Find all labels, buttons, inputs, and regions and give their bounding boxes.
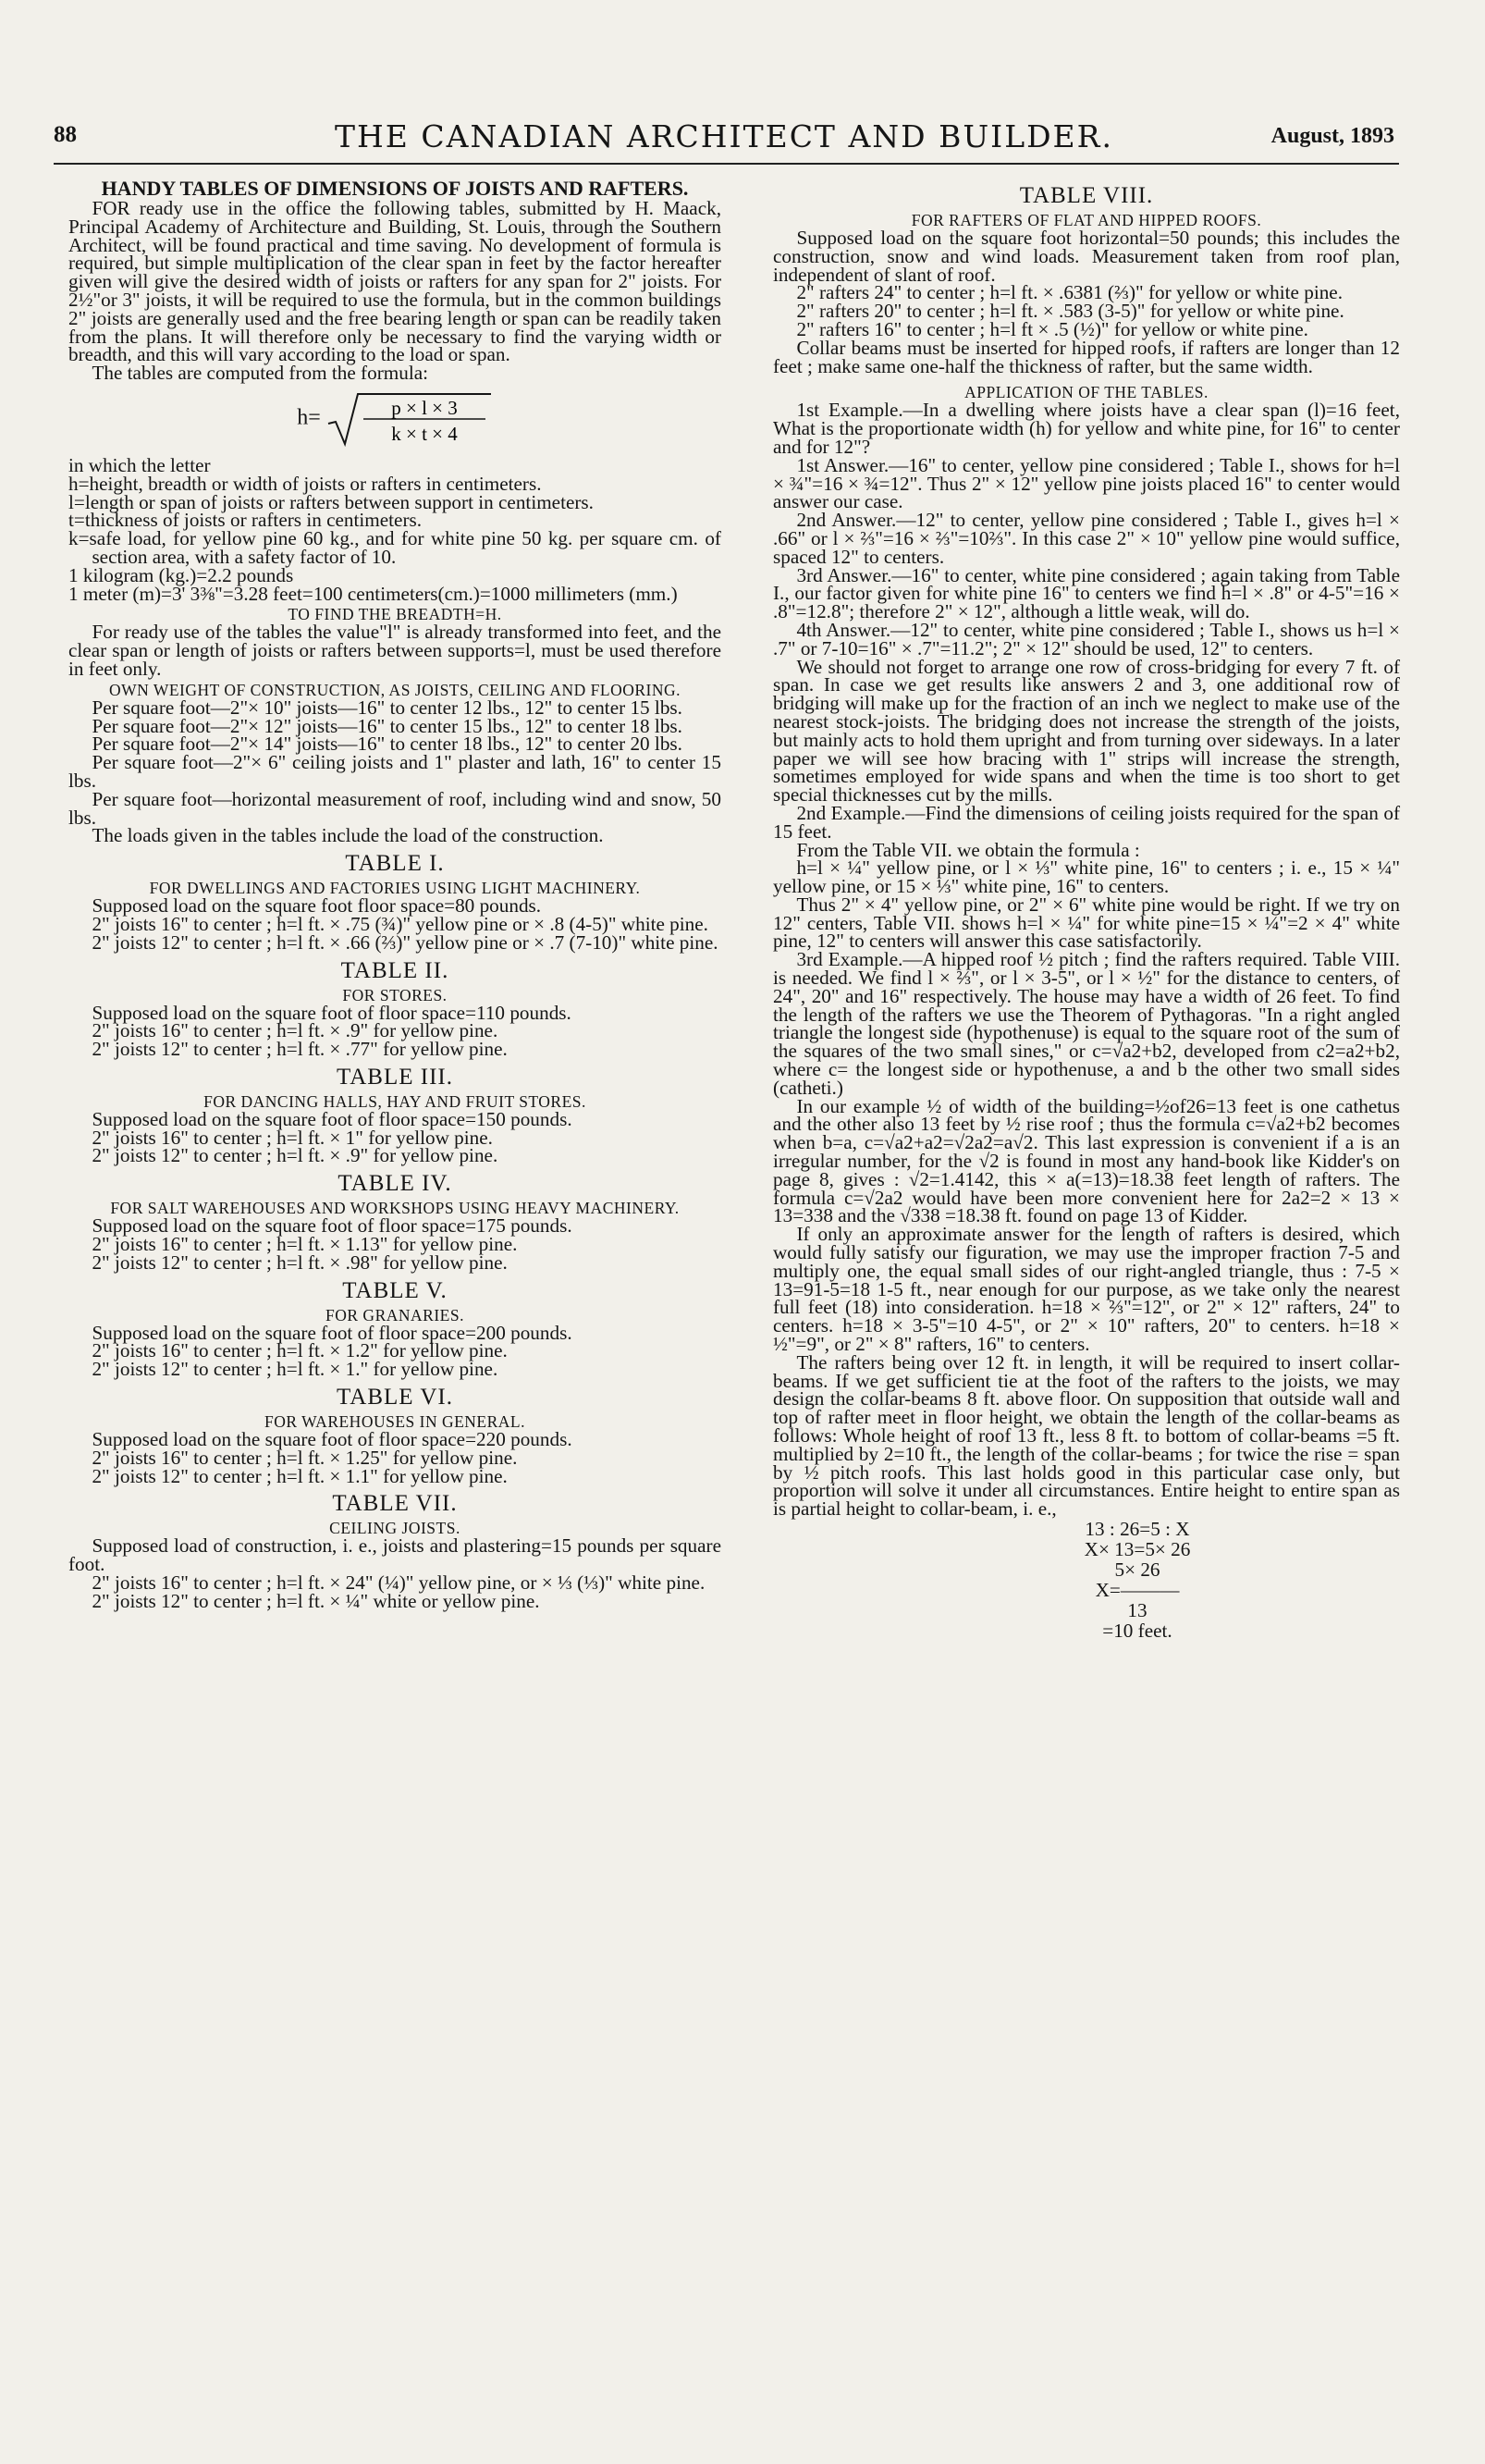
section-heading: OWN WEIGHT OF CONSTRUCTION, AS JOISTS, CEILING AND FLOORING. [108,680,681,699]
table-title: TABLE VIII. [1019,183,1154,208]
table-line: Supposed load on the square foot of floor space=110 pounds. [92,1001,571,1024]
definition: h=height, breadth or width of joists or rafters in centimeters. [68,472,542,495]
paragraph: The rafters being over 12 ft. in length, it will be required to insert collar-beams. If we get sufficient tie at the foot of the rafters to the joists, we may design the collar-beams 8 ft. above floor. On supposition that outside wall and top of rafter meet in floor height, we obtain the length of the collar-beams as follows: Whole height of roof 13 ft., less 8 ft. to bottom of collar-beams =5 ft. multiplied by 2=10 ft., the length of the collar-beams ; for twice the rise = span by ½ pitch roofs. This last holds good in this particular case only, but proportion will solve it under all circumstances. Entire height to entire span as is partial height to collar-beam, i. e., [773,1350,1400,1521]
paragraph: 1st Answer.—16" to center, yellow pine considered ; Table I., shows for h=l × ¾"=16 × ¾=12". Thus 2" × 12" yellow pine joists placed 16" to center would answer our case. [773,453,1400,513]
table-line: Supposed load on the square foot horizontal=50 pounds; this includes the construction, snow and wind loads. Measurement taken from roof plan, independent of slant of roof. [773,227,1400,286]
section-heading: APPLICATION OF THE TABLES. [964,383,1209,402]
paragraph: h=l × ¼" yellow pine, or l × ⅓" white pine, 16" to centers ; i. e., 15 × ¼" yellow pine, or 15 × ⅓" white pine, 16" to centers. [773,856,1400,898]
calc-line: X=——— [1095,1578,1180,1601]
issue-date: August, 1893 [1270,124,1394,148]
table-title: TABLE III. [336,1064,453,1090]
breadth-paragraph: For ready use of the tables the value"l" is already transformed into feet, and the clear span or length of joists or rafters between supports=l, must be used therefore in feet only. [68,621,721,680]
calc-line: 13 : 26=5 : X [1085,1517,1190,1540]
in-which-line: in which the letter [68,453,211,476]
table-subtitle: FOR STORES. [342,985,448,1004]
formula [68,390,721,448]
table-line: Supposed load on the square foot of floor space=150 pounds. [92,1107,572,1130]
weight-line: Per square foot—2"× 12" joists—16" to center 15 lbs., 12" to center 18 lbs. [92,714,682,737]
table-line: Collar beams must be inserted for hipped roofs, if rafters are longer than 12 feet ; make same one-half the thickness of rafter, but the same width. [773,336,1400,377]
table-line: Supposed load on the square foot floor space=80 pounds. [92,894,542,918]
table-line: 2" joists 16" to center ; h=l ft. × 1" for yellow pine. [92,1126,493,1149]
table-subtitle: FOR DANCING HALLS, HAY AND FRUIT STORES. [203,1091,586,1111]
section-heading: TO FIND THE BREADTH=H. [288,605,502,624]
table-title: TABLE V. [342,1277,448,1303]
table-line: 2" joists 12" to center ; h=l ft. × .77" for yellow pine. [92,1038,508,1061]
table-line: 2" joists 12" to center ; h=l ft. × 1." for yellow pine. [92,1358,498,1381]
formula-numerator: p × l × 3 [391,396,458,419]
paragraph: We should not forget to arrange one row of cross-bridging for every 7 ft. of span. In case we get results like answers 2 and 3, one additional row of bridging will make up for the fraction of an inch we neglect to make use of the nearest stock-joists. The bridging does not increase the strength of the joists, but mainly acts to hold them upright and from turning over sideways. In a later paper we will see how bracing with 1" strips will increase the strength, sometimes employed for wide spans and when the time is too short to get special thicknesses cut by the mills. [773,655,1400,807]
paragraph: From the Table VII. we obtain the formula : [796,838,1140,861]
page-header [54,118,1394,155]
table-line: Supposed load on the square foot of floor space=175 pounds. [92,1214,572,1238]
formula-denominator: k × t × 4 [391,422,458,445]
weight-line: Per square foot—2"× 10" joists—16" to center 12 lbs., 12" to center 15 lbs. [92,696,682,719]
definition: t=thickness of joists or rafters in centimeters. [68,509,423,532]
table-line: 2" joists 16" to center ; h=l ft. × 1.2" for yellow pine. [92,1339,508,1362]
header-rule [54,163,1399,165]
radical-icon [326,390,493,448]
table-line: 2" joists 16" to center ; h=l ft. × .75 (¾)" yellow pine or × .8 (4-5)" white pine. [92,912,708,935]
paragraph: 3rd Answer.—16" to center, white pine considered ; again taking from Table I., our factor given for white pine 16" to centers we find h=l × .8" or 4-5"=16 × .8"=12.8"; therefore 2" × 12", although a little weak, will do. [773,563,1400,623]
table-line: 2" joists 16" to center ; h=l ft. × .9" for yellow pine. [92,1019,498,1042]
table-line: 2" joists 16" to center ; h=l ft. × 1.13" for yellow pine. [92,1233,518,1256]
table-line: 2" joists 12" to center ; h=l ft. × .9" for yellow pine. [92,1144,498,1167]
paragraph: 4th Answer.—12" to center, white pine considered ; Table I., shows us h=l × .7" or 7-10=16" × .7"=11.2"; 2" × 12" should be used, 12" to centers. [773,618,1400,659]
table-line: Supposed load on the square foot of floor space=220 pounds. [92,1428,572,1451]
calc-line: =10 feet. [1102,1619,1172,1642]
paragraph: 2nd Example.—Find the dimensions of ceiling joists required for the span of 15 feet. [773,801,1400,843]
table-title: TABLE II. [340,957,449,983]
table-line: 2" joists 16" to center ; h=l ft. × 1.25" for yellow pine. [92,1446,518,1469]
weight-line: The loads given in the tables include the load of the construction. [92,824,604,847]
article-title: HANDY TABLES OF DIMENSIONS OF JOISTS AND RAFTERS. [101,177,689,200]
table-title: TABLE VII. [332,1491,458,1517]
weight-line: Per square foot—2"× 6" ceiling joists and 1" plaster and lath, 16" to center 15 lbs. [68,751,721,792]
paragraph: 2nd Answer.—12" to center, yellow pine considered ; Table I., gives h=l × .66" or l × ⅔"=16 × ⅔"=10⅔". In this case 2" × 10" yellow pine would suffice, spaced 12" to centers. [773,509,1400,568]
paragraph: In our example ½ of width of the building=½of26=13 feet is one cathetus and the other also 13 feet by ½ rise roof ; thus the formula c=√a2+b2 becomes when b=a, c=√a2+a2=√2a2=a√2. This last expression is convenient if a is an irregular number, for the √2 is found in most any hand-book like Kidder's on page 8, gives : √2=1.4142, this × a(=13)=18.38 feet length of rafters. The formula c=√2a2 would have been more convenient here for 2a2=2 × 13 × 13=338 and the √338 =18.38 ft. found on page 13 of Kidder. [773,1094,1400,1227]
table-line: 2" rafters 24" to center ; h=l ft. × .6381 (⅔)" for yellow or white pine. [796,281,1343,304]
masthead: THE CANADIAN ARCHITECT AND BUILDER. [335,118,1113,154]
page-number: 88 [54,122,77,147]
table-title: TABLE I. [345,851,445,877]
definition: 1 meter (m)=3' 3⅜"=3.28 feet=100 centimeters(cm.)=1000 millimeters (mm.) [68,582,678,605]
calc-line: 5× 26 [1114,1558,1160,1581]
table-subtitle: FOR WAREHOUSES IN GENERAL. [264,1412,525,1432]
paragraph: Thus 2" × 4" yellow pine, or 2" × 6" white pine would be right. If we try on 12" centers, Table VII. shows h=l × ¼" for white pine=15 × ¼"=2 × 4" white pine, 12" to centers will answer this case satisfactorily. [773,893,1400,953]
computed-line: The tables are computed from the formula: [92,362,429,385]
table-line: 2" joists 16" to center ; h=l ft. × 24" (¼)" yellow pine, or × ⅓ (⅓)" white pine. [92,1571,706,1595]
table-line: 2" joists 12" to center ; h=l ft. × .98" for yellow pine. [92,1250,508,1274]
definition: l=length or span of joists or rafters between support in centimeters. [68,490,594,513]
proportion-calculation [773,1519,1400,1641]
table-subtitle: FOR RAFTERS OF FLAT AND HIPPED ROOFS. [911,211,1262,229]
weight-line: Per square foot—2"× 14" joists—16" to center 18 lbs., 12" to center 20 lbs. [92,733,682,756]
table-subtitle: CEILING JOISTS. [329,1519,460,1538]
paragraph: 3rd Example.—A hipped roof ½ pitch ; find the rafters required. Table VIII. is needed. We find l × ⅔", or l × 3-5", or l × ½" for the distance to centers, of 24", 20" and 16" respectively. The house may have a width of 26 feet. To find the length of the rafters we use the Theorem of Pythagoras. "In a right angled triangle the longest side (hypothenuse) is equal to the square root of the sum of the squares of the two small sines," or c=√a2+b2, developed from c2=a2+b2, where c= the longest side or hypothenuse, a and b the other two small sides (catheti.) [773,948,1400,1099]
table-line: 2" joists 12" to center ; h=l ft. × ¼" white or yellow pine. [92,1589,540,1612]
table-subtitle: FOR SALT WAREHOUSES AND WORKSHOPS USING HEAVY MACHINERY. [110,1199,680,1218]
table-title: TABLE IV. [338,1171,452,1197]
left-column [68,178,721,1611]
table-line: 2" joists 12" to center ; h=l ft. × .66 (⅔)" yellow pine or × .7 (7-10)" white pine. [92,930,718,954]
calc-line: 13 [1127,1598,1148,1621]
table-line: 2" rafters 20" to center ; h=l ft. × .583 (3-5)" for yellow or white pine. [796,300,1344,323]
calc-line: X× 13=5× 26 [1084,1537,1191,1560]
table-line: Supposed load of construction, i. e., joists and plastering=15 pounds per square foot. [68,1534,721,1576]
table-line: Supposed load on the square foot of floor space=200 pounds. [92,1321,572,1344]
intro-paragraph: FOR ready use in the office the following tables, submitted by H. Maack, Principal Academy of Architecture and Building, St. Louis, through the Southern Architect, will be found practical and time saving. No development of formula is required, but simple multiplication of the clear span in feet by the factor hereafter given will give the desired width of joists or rafters for any span for 2" joists. For 2½"or 3" joists, it will be required to use the formula, but in the common buildings 2" joists are generally used and the free bearing length or span can be readily taken from the plans. It will therefore only be necessary to find the varying width or breadth, and this will vary according to the load or span. [68,197,721,366]
paragraph: 1st Example.—In a dwelling where joists have a clear span (l)=16 feet, What is the proportionate width (h) for yellow and white pine, for 16" to center and for 12"? [773,399,1400,458]
table-line: 2" rafters 16" to center ; h=l ft × .5 (½)" for yellow or white pine. [796,317,1308,340]
table-subtitle: FOR GRANARIES. [325,1305,464,1324]
definition: k=safe load, for yellow pine 60 kg., and for white pine 50 kg. per square cm. of section area, with a safety factor of 10. [68,527,721,568]
table-title: TABLE VI. [337,1385,453,1411]
formula-lhs: h= [297,405,321,430]
weight-line: Per square foot—horizontal measurement of roof, including wind and snow, 50 lbs. [68,787,721,829]
table-line: 2" joists 12" to center ; h=l ft. × 1.1" for yellow pine. [92,1464,508,1487]
definition: 1 kilogram (kg.)=2.2 pounds [68,563,294,586]
right-column [773,178,1400,1641]
table-subtitle: FOR DWELLINGS AND FACTORIES USING LIGHT MACHINERY. [149,879,641,898]
paragraph: If only an approximate answer for the length of rafters is desired, which would fully satisfy our figuration, we may use the improper fraction 7-5 and multiply one, the equal small sides of our right-angled triangle, thus : 7-5 × 13=91-5=18 1-5 ft., near enough for our purpose, as we take only the nearest full feet (18) into consideration. h=18 × ⅔"=12", or 2" × 12" rafters, 24" to centers. h=18 × 3-5"=10 4-5", or 2" × 10" rafters, 20" to centers. h=18 × ½"=9", or 2" × 8" rafters, 16" to centers. [773,1223,1400,1356]
